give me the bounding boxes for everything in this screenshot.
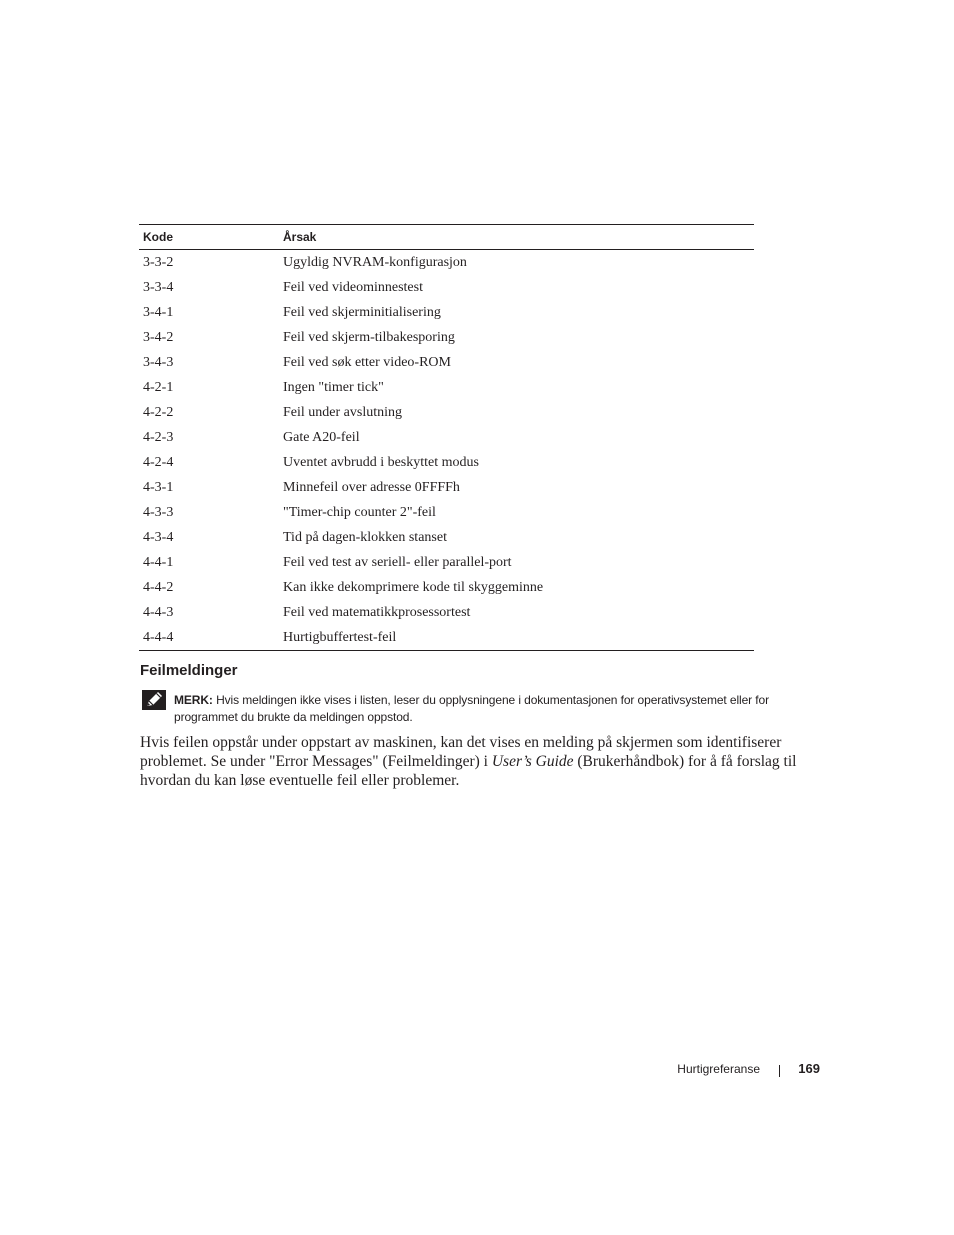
cause-cell: Feil ved skjerminitialisering bbox=[283, 304, 441, 320]
cause-cell: Minnefeil over adresse 0FFFFh bbox=[283, 479, 460, 495]
code-cell: 3-4-3 bbox=[143, 354, 174, 370]
footer-section-name: Hurtigreferanse bbox=[677, 1062, 760, 1076]
section-heading: Feilmeldinger bbox=[140, 662, 238, 679]
cause-cell: Kan ikke dekomprimere kode til skyggeminne bbox=[283, 579, 544, 595]
code-cell: 4-4-1 bbox=[143, 554, 174, 570]
cause-cell: Feil ved søk etter video-ROM bbox=[283, 354, 451, 370]
cause-cell: Ingen "timer tick" bbox=[283, 379, 384, 395]
code-cell: 4-3-4 bbox=[143, 529, 174, 545]
note-body: Hvis meldingen ikke vises i listen, leser du opplysningene i dokumentasjonen for operativsystemet eller for programmet du brukte da meldingen oppstod. bbox=[174, 693, 769, 724]
code-cell: 4-2-4 bbox=[143, 454, 174, 470]
code-cell: 4-4-4 bbox=[143, 629, 174, 645]
code-cell: 3-4-2 bbox=[143, 329, 174, 345]
table-row bbox=[139, 450, 754, 475]
page-footer bbox=[0, 1060, 954, 1080]
code-cell: 4-3-3 bbox=[143, 504, 174, 520]
table-row bbox=[139, 500, 754, 525]
table-row bbox=[139, 350, 754, 375]
table-row bbox=[139, 400, 754, 425]
code-cell: 3-3-4 bbox=[143, 279, 174, 295]
column-header-code: Kode bbox=[139, 225, 283, 250]
table-row bbox=[139, 525, 754, 550]
cause-cell: Gate A20-feil bbox=[283, 429, 360, 445]
code-cell: 4-2-1 bbox=[143, 379, 174, 395]
cause-cell: Tid på dagen-klokken stanset bbox=[283, 529, 447, 545]
cause-cell: Ugyldig NVRAM-konfigurasjon bbox=[283, 254, 467, 270]
table-row bbox=[139, 575, 754, 600]
note-pencil-icon bbox=[142, 690, 166, 710]
cause-cell: Hurtigbuffertest-feil bbox=[283, 629, 397, 645]
code-cell: 4-4-3 bbox=[143, 604, 174, 620]
cause-cell: Feil under avslutning bbox=[283, 404, 402, 420]
table-row bbox=[139, 625, 754, 651]
table-row bbox=[139, 250, 754, 276]
table-row bbox=[139, 300, 754, 325]
code-cell: 3-3-2 bbox=[143, 254, 174, 270]
cause-cell: Feil ved matematikkprosessortest bbox=[283, 604, 471, 620]
table-row bbox=[139, 425, 754, 450]
cause-cell: Feil ved videominnestest bbox=[283, 279, 423, 295]
cause-cell: "Timer-chip counter 2"-feil bbox=[283, 504, 436, 520]
note-label: MERK: bbox=[174, 693, 213, 707]
table-row bbox=[139, 475, 754, 500]
note-text bbox=[174, 692, 804, 726]
code-cell: 4-3-1 bbox=[143, 479, 174, 495]
table-row bbox=[139, 550, 754, 575]
column-header-cause: Årsak bbox=[283, 225, 754, 250]
table-header-row bbox=[139, 225, 754, 250]
table-row bbox=[139, 275, 754, 300]
code-cell: 4-2-2 bbox=[143, 404, 174, 420]
code-cell: 4-2-3 bbox=[143, 429, 174, 445]
body-text-part-1: Hvis feilen oppstår under oppstart av maskinen, kan det vises en melding på skjermen som identifiserer problemet. Se under "Error Messages" (Feilmeldinger) i bbox=[140, 734, 782, 770]
table-body bbox=[139, 250, 754, 651]
table-row bbox=[139, 600, 754, 625]
page-number: 169 bbox=[798, 1061, 820, 1076]
beep-code-table bbox=[139, 224, 754, 651]
cause-cell: Uventet avbrudd i beskyttet modus bbox=[283, 454, 479, 470]
table-row bbox=[139, 375, 754, 400]
body-text-part-2: (Brukerhåndbok) for å få forslag til hvordan du kan løse eventuelle feil eller problemer. bbox=[140, 753, 797, 789]
code-cell: 4-4-2 bbox=[143, 579, 174, 595]
cause-cell: Feil ved skjerm-tilbakesporing bbox=[283, 329, 455, 345]
code-cell: 3-4-1 bbox=[143, 304, 174, 320]
table-row bbox=[139, 325, 754, 350]
body-paragraph bbox=[140, 733, 800, 790]
footer-separator bbox=[779, 1065, 780, 1077]
users-guide-title: User’s Guide bbox=[491, 753, 574, 770]
cause-cell: Feil ved test av seriell- eller parallel-port bbox=[283, 554, 512, 570]
